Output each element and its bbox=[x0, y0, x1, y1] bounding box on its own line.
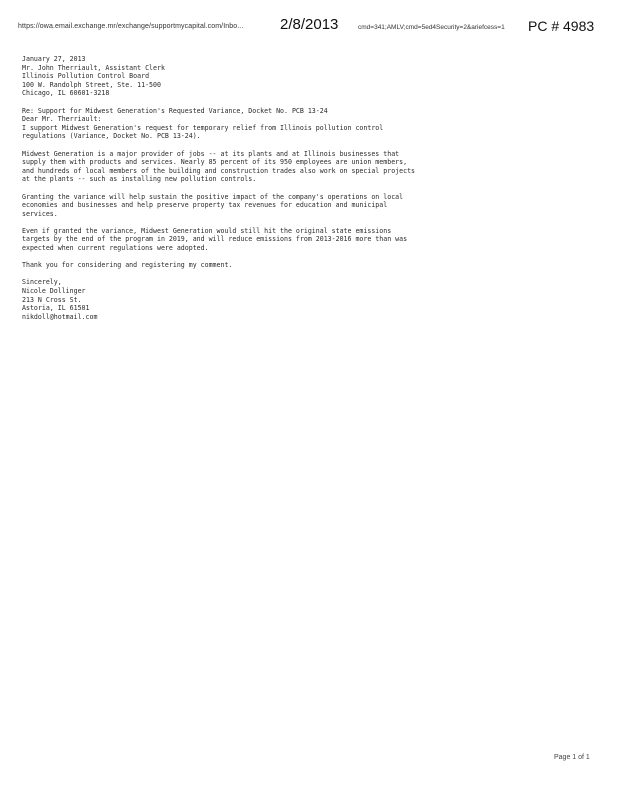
paragraph bbox=[22, 124, 592, 141]
recipient-line: Mr. John Therriault, Assistant Clerk bbox=[22, 63, 165, 72]
paragraph-line: services. bbox=[22, 209, 58, 218]
paragraph-line: economies and businesses and help preserve property tax revenues for education and municipal bbox=[22, 201, 388, 210]
signature-name: Nicole Dollinger bbox=[22, 287, 86, 296]
signature-street: 213 N Cross St. bbox=[22, 295, 82, 304]
signature-email: nikdoll@hotmail.com bbox=[22, 312, 98, 321]
signature-block bbox=[22, 287, 592, 321]
header-date: 2/8/2013 bbox=[280, 16, 339, 33]
letter-date: January 27, 2013 bbox=[22, 55, 86, 63]
paragraph-line: Midwest Generation is a major provider of jobs -- at its plants and at Illinois businesses that bbox=[22, 149, 400, 158]
paragraph-line: at the plants -- such as installing new pollution controls. bbox=[22, 175, 257, 184]
paragraph-line: Even if granted the variance, Midwest Generation would still hit the original state emissions bbox=[22, 226, 392, 235]
paragraph-line: Granting the variance will help sustain the positive impact of the company's operations on local bbox=[22, 192, 404, 201]
signature-city: Astoria, IL 61501 bbox=[22, 304, 90, 313]
subject-line: Re: Support for Midwest Generation's Requested Variance, Docket No. PCB 13-24 bbox=[22, 106, 328, 115]
paragraph-line: and hundreds of local members of the building and construction trades also work on special projects bbox=[22, 166, 416, 175]
salutation: Dear Mr. Therriault: bbox=[22, 115, 102, 124]
paragraph-line: supply them with products and services. Nearly 85 percent of its 950 employees are union members, bbox=[22, 158, 408, 167]
public-comment-number: PC # 4983 bbox=[528, 18, 595, 34]
recipient-line: 100 W. Randolph Street, Ste. 11-500 bbox=[22, 80, 161, 89]
fax-header bbox=[18, 16, 608, 40]
paragraph-line: Thank you for considering and registering my comment. bbox=[22, 261, 233, 270]
paragraph bbox=[22, 261, 592, 270]
header-code: cmd=341;AMLV;cmd=5ed4Security=2&ariefcess=1 bbox=[358, 24, 505, 31]
paragraph-line: I support Midwest Generation's request for temporary relief from Illinois pollution control bbox=[22, 123, 384, 132]
paragraph bbox=[22, 193, 592, 219]
paragraph bbox=[22, 227, 592, 253]
paragraph-line: expected when current regulations were adopted. bbox=[22, 244, 209, 253]
paragraph bbox=[22, 150, 592, 184]
recipient-address bbox=[22, 64, 592, 98]
recipient-line: Chicago, IL 60601-3218 bbox=[22, 89, 110, 98]
recipient-line: Illinois Pollution Control Board bbox=[22, 72, 150, 81]
header-url: https://owa.email.exchange.mr/exchange/supportmycapital.com/Inbo... bbox=[18, 23, 244, 30]
closing: Sincerely, bbox=[22, 278, 62, 287]
page-number: Page 1 of 1 bbox=[554, 754, 590, 761]
paragraph-line: targets by the end of the program in 2019, and will reduce emissions from 2013-2016 more than was bbox=[22, 235, 408, 244]
paragraph-line: regulations (Variance, Docket No. PCB 13-24). bbox=[22, 132, 201, 141]
letter-body bbox=[22, 55, 592, 330]
